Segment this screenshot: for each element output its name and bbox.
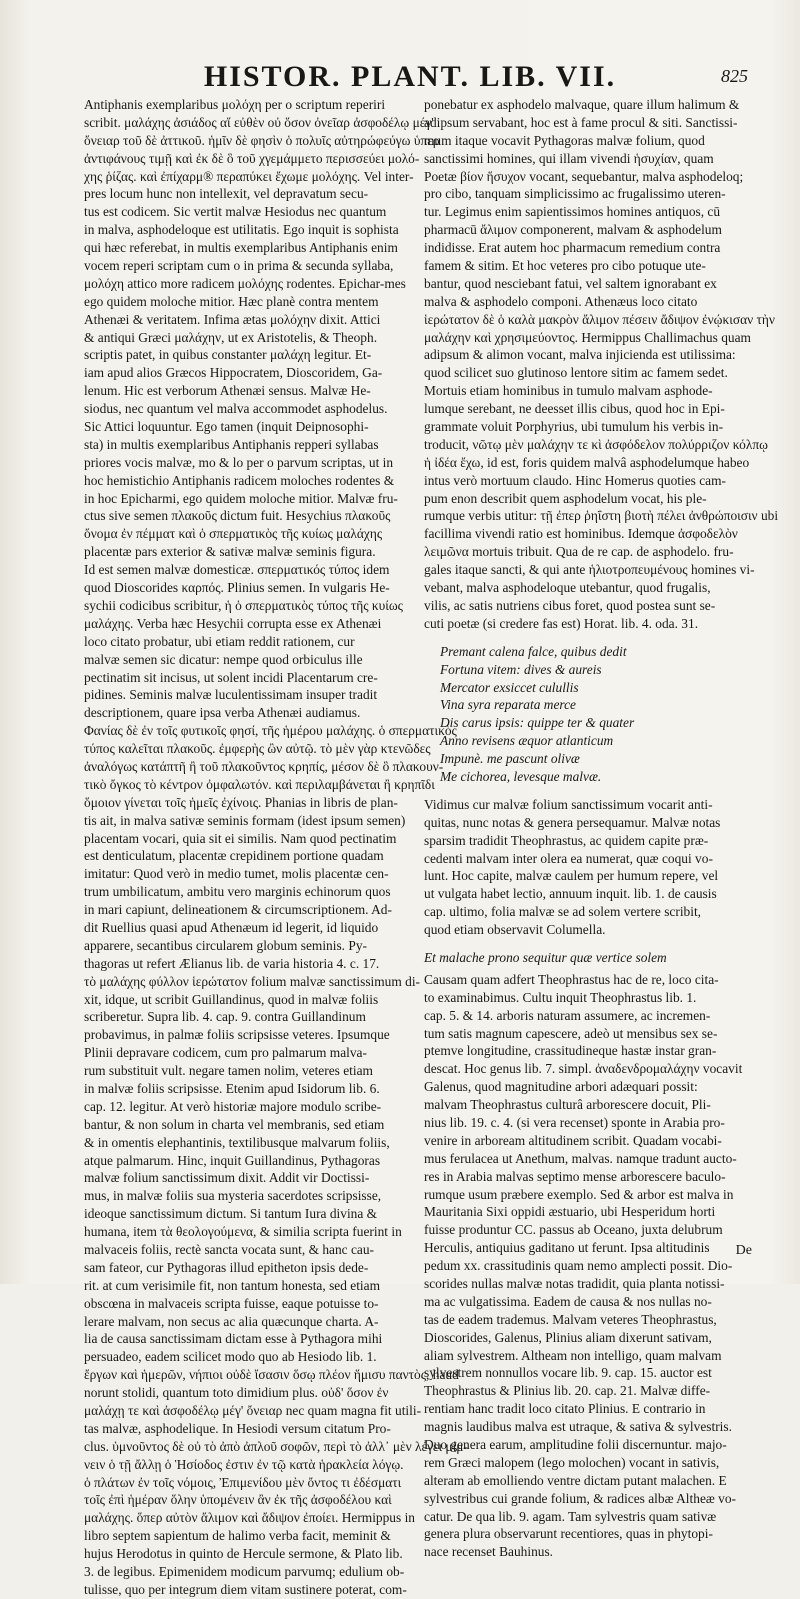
text-line: cap. 5. & 14. arboris naturam assumere, ac incremen- — [424, 1007, 711, 1023]
text-line: malvaceis foliis, rectè sancta vocata sunt, & hanc cau- — [84, 1242, 375, 1257]
text-line: Duo genera earum, amplitudine folii discernuntur. majo- — [424, 1437, 727, 1453]
text-line: malva & asphodelo componi. Athenæus loco citato — [424, 293, 698, 309]
text-line: sychii codicibus scribitur, ἡ ὁ σπερματικὸς τύπος τῆς κυίως — [84, 597, 403, 613]
text-line: nius lib. 19. c. 4. (si vera recenset) sponte in Arabia pro- — [424, 1114, 725, 1130]
text-line: trum umbilicatum, ambitu vero marginis echinorum quos — [84, 884, 391, 900]
text-line: ideoque sanctissimum dictum. Si tantum Iura divina & — [84, 1206, 378, 1222]
text-line: ἔργων καὶ ἡμερῶν, νήπιοι οὐδὲ ἴσασιν ὅσῳ πλέον ἥμισυ παντὸς, haud — [84, 1367, 459, 1383]
text-line: adipsum servabant, hoc est à fame procul & siti. Sanctissi- — [424, 114, 738, 130]
text-line: tis ait, in malva sativæ seminis formam (idest ipsum semen) — [84, 812, 406, 828]
text-line: rumque usum præbere exemplo. Sed & arbor est malva in — [424, 1186, 734, 1202]
text-line: Mercator exsiccet culullis — [440, 679, 579, 695]
text-line: sta) in multis exemplaribus Antiphanis repperi syllabas — [84, 436, 379, 452]
text-line: pum enon describit quem asphodelum vocat, his ple- — [424, 490, 707, 506]
text-line: persuadeo, eadem scilicet modo quo ab Hesiodo lib. 1. — [84, 1349, 377, 1365]
text-line: gales itaque sancti, & qui ante ἡλιοτροπευμένους homines vi- — [424, 562, 755, 578]
text-line: ὄνειαρ τοῦ δὲ ἀττικοῦ. ἡμῖν δὲ φησὶν ὁ πολυῖς αὐτηρώφεύγω ὑπερ — [84, 132, 440, 148]
text-line: placentam vocari, quia sit ei similis. Nam quod pectinatim — [84, 830, 397, 846]
text-line: μαλάχης. ὅπερ αὐτὸν ἄλιμον καὶ ἄδιψον ἐποίει. Hermippus in — [84, 1510, 415, 1526]
text-line: in malvæ foliis scripsisse. Etenim apud Isidorum lib. 6. — [84, 1080, 380, 1096]
text-line: quod etiam observavit Columella. — [424, 922, 606, 938]
text-line: norunt stolidi, quantum toto dimidium plus. οὐδ' ὅσον ἐν — [84, 1385, 389, 1401]
text-line: Plinii depravare codicem, cum pro palmarum malva- — [84, 1045, 367, 1061]
text-line: mus ferulacea ut Anethum, malvas. namque tradunt aucto- — [424, 1150, 737, 1166]
text-line: tum satis magnum capescere, adeò ut mensibus sex se- — [424, 1025, 718, 1041]
text-line: scorides nullas malvæ notas tradidit, quia planta notissi- — [424, 1276, 725, 1291]
text-line: rumque verbis utitur: τῇ ἐπερ ῥηΐστη βιοτὴ πέλει ἀνθρώποισιν ubi — [424, 508, 779, 524]
text-line: τὸ μαλάχης φύλλον ἱερώτατον folium malvæ sanctissimum di- — [84, 973, 420, 989]
text-line: malvam Theophrastus culturâ arborescere docuit, Pli- — [424, 1097, 711, 1113]
text-line: Id est semen malvæ domesticæ. σπερματικός τύπος idem — [84, 562, 390, 578]
text-line: Impunè. me pascunt olivæ — [440, 751, 580, 767]
text-line: lenum. Hic est verborum Athenæi sensus. Malvæ He- — [84, 383, 371, 399]
text-line: tur. Legimus enim sapientissimos homines antiquos, cū — [424, 204, 721, 220]
text-line: alteram ab emolliendo ventre dictam putant malachen. E — [424, 1472, 727, 1488]
text-line: & in omentis elephantinis, textilibusque malvarum foliis, — [84, 1134, 390, 1150]
text-line: μαλάχην καὶ χρησιμεύοντος. Hermippus Challimachus quam — [424, 329, 751, 345]
text-line: humana, item τὰ θεολογούμενα, & similia scripta fuerint in — [84, 1224, 402, 1240]
text-line: Poetæ βίον ἥσυχον vocant, sequebantur, malva asphodeloq; — [424, 168, 744, 184]
text-line: Dioscorides, Galenus, Plinius aliam dixerunt sativam, — [424, 1329, 712, 1345]
text-line: clus. ὑμνοῦντος δὲ οὐ τὸ ἀπὸ ἀπλοῦ σοφῶν, περὶ τὸ ἀλλ᾽ μὲν λέγει μίμ- — [84, 1438, 468, 1454]
text-line: Φανίας δὲ ἐν τοῖς φυτικοῖς φησί, τῆς ἡμέρου μαλάχης. ὁ σπερματικὸς — [84, 723, 457, 739]
text-line: & antiqui Græci μαλάχην, ut ex Aristotelis, & Theoph. — [84, 329, 378, 345]
text-line: to examinabimus. Cultu inquit Theophrastus lib. 1. — [424, 989, 697, 1005]
text-line: Mauritania Sixi oppidi æstuario, ubi Hesperidum horti — [424, 1204, 716, 1220]
text-line: ctus sive semen πλακοῦς dictum fuit. Hesychius πλακοῦς — [84, 508, 391, 524]
text-line: ma ac vulgatissima. Eadem de causa & nos nullas no- — [424, 1293, 712, 1309]
text-line: ὄνομα ἐν πέμματ καὶ ὁ σπερματικὸς τῆς κυίως μαλάχης — [84, 526, 383, 542]
text-line: res in Arabia malvas septimo mense arborescere baculo- — [424, 1168, 726, 1184]
text-line: catur. De qua lib. 9. agam. Tam sylvestris quam sativæ — [424, 1508, 717, 1524]
text-line: pectinatim sit incisus, ut solent incidi Placentarum cre- — [84, 669, 378, 685]
text-line: in hoc Epicharmi, ego quidem moloche mitior. Malvæ fru- — [84, 490, 398, 506]
text-line: thagoras ut refert Ælianus lib. de varia historia 4. c. 17. — [84, 955, 380, 971]
text-line: ἀντιφάνους τιμῇ καὶ ἐκ δὲ ὃ τοῦ χγεμάμμετο περισσεύει μολό- — [84, 150, 420, 166]
text-line: Sic Attici loquuntur. Ego tamen (inquit Deipnosophi- — [84, 419, 369, 435]
text-line: ego quidem moloche mitior. Hæc planè contra mentem — [84, 293, 379, 309]
text-line: scriptis patet, in quibus constanter μαλάχη legitur. Et- — [84, 347, 372, 363]
text-line: famem & sitim. Et hoc veteres pro cibo potuque ute- — [424, 258, 706, 274]
text-line: intus verò mortuum claudo. Hinc Homerus quoties cam- — [424, 472, 726, 488]
horace-verse — [424, 643, 754, 786]
text-line: Mortuis etiam hominibus in tumulo malvam asphode- — [424, 383, 713, 399]
text-line: Dis carus ipsis: quippe ter & quater — [440, 715, 635, 731]
text-line: pres locum hunc non intellexit, vel depravatum secu- — [84, 186, 369, 202]
text-line: vilis, ac satis nutriens cibus foret, quod postea sunt se- — [424, 597, 716, 613]
text-line: facillima vivendi ratio est hominibus. Idemque ἀσφοδελὸν — [424, 526, 738, 542]
text-line: priores vocis malvæ, mo & lo per o parvum scriptas, ut in — [84, 454, 394, 470]
text-line: pharmacū ἄλιμον componerent, malvam & asphodelum — [424, 222, 722, 238]
text-line: pedum xx. crassitudinis quam nemo amplecti possit. Dio- — [424, 1258, 733, 1274]
text-line: imitatur: Quod verò in medio tumet, molis placentæ cen- — [84, 866, 389, 882]
text-line: lia de causa sanctissimam dictam esse à Pythagora mihi — [84, 1331, 383, 1347]
text-line: quod Dioscorides καρπός. Plinius semen. In vulgaris He- — [84, 580, 390, 596]
text-line: τοῖς ἐπὶ ἡμέραν ὅλην ὑπομένειν ἂν ἐκ τῆς ἀσφοδέλου καὶ — [84, 1492, 392, 1508]
page-header — [80, 60, 748, 96]
text-line: scribit. μαλάχης ἀσιάδος αἵ εὐθὲν οὐ ὅσον ὀνεῖαρ ἀσφοδέλῳ μέγ' — [84, 114, 434, 130]
text-line: cuti poetæ (si credere fas est) Horat. lib. 4. oda. 31. — [424, 615, 699, 631]
text-line: nace recenset Bauhinus. — [424, 1544, 554, 1560]
text-line: τικὸ ὄγκος τὸ κέντρον ὀμφαλωτόν. καὶ περιλαμβάνεται ἢ κρηπῖδι — [84, 776, 435, 792]
text-line: rum substituit vult. negare tamen nolim, veteres etiam — [84, 1063, 373, 1079]
text-line: in malva, asphodeloque est utilitatis. Ego inquit is sophista — [84, 222, 399, 238]
text-line: χης ῥίζας. καὶ ἐπίχαρμ® περαπύκει ἔχωμε μολόχης. Vel inter- — [84, 168, 414, 184]
text-line: tus est codicem. Sic vertit malvæ Hesiodus nec quantum — [84, 204, 387, 220]
text-line: aliam sylvestrem. Altheam non intelligo, quam malvam — [424, 1347, 722, 1363]
text-line: ut vulgata habet lectio, annuum inquit. lib. 1. de causis — [424, 886, 717, 902]
text-line: ἀναλόγως κατάπτῆ ἢ τοῦ πλακοῦντος κρηπίς, μέσον δὲ ὃ πλακουν- — [84, 758, 444, 774]
text-line: sylvestrem nonnullos vocare lib. 9. cap. 15. auctor est — [424, 1365, 712, 1381]
text-line: Fortuna vitem: dives & aureis — [440, 661, 602, 677]
running-title: HISTOR. PLANT. LIB. VII. — [203, 60, 617, 93]
text-line: in mari capiunt, delineationem & circumscriptionem. Ad- — [84, 902, 392, 918]
text-line: Athenæi & veritatem. Infima ætas μολόχην dixit. Attici — [84, 311, 381, 327]
text-line: quod scilicet suo glutinoso lentore sitim ac famem sedet. — [424, 365, 728, 381]
text-line: rentiam hanc tradit loco citato Plinius. E contrario in — [424, 1401, 706, 1417]
text-line: descat. Hoc genus lib. 7. simpl. ἀναδενδρομαλάχην vocavit — [424, 1061, 743, 1077]
right-column-section-b — [424, 796, 754, 939]
text-line: cap. 12. legitur. At verò historiæ majore modulo scribe- — [84, 1098, 382, 1114]
text-line: placentæ pars exterior & sativæ malvæ seminis figura. — [84, 544, 376, 560]
text-line: ἡ ἰδέα ἔχω, id est, foris quidem malvâ asphodelumque habeo — [424, 454, 750, 470]
text-line: obscœna in malvaceis scripta fuisse, eaque potuisse to- — [84, 1295, 379, 1311]
text-line: ἱερώτατον δὲ ὁ καλὰ μακρὸν ἄλιμον πέσειν ἄδιψον ἐνῴκισαν τὴν — [424, 311, 775, 327]
text-line: Vina syra reparata merce — [440, 697, 576, 713]
text-line: malvæ folium sanctissimum dixit. Addit vir Doctissi- — [84, 1170, 370, 1186]
text-line: scriberetur. Supra lib. 4. cap. 9. contra Guillandinum — [84, 1009, 366, 1025]
text-line: μαλάχης. Verba hæc Hesychii corrupta esse ex Athenæi — [84, 615, 382, 631]
text-line: ὅμοιον γίνεται τοῖς ἡμεῖς ἐχίνοις. Phanias in libris de plan- — [84, 794, 398, 810]
text-line: atque palmarum. Hinc, inquit Guillandinus, Pythagoras — [84, 1152, 381, 1168]
text-line: Galenus, quod magnitudine arbori adæquari possit: — [424, 1079, 698, 1095]
text-line: tulisse, quo per integrum diem vitam sustinere poterat, com- — [84, 1581, 407, 1597]
text-line: qui hæc referebat, in multis exemplaribus Antiphanis enim — [84, 240, 398, 256]
text-line: loco citato probatur, ubi etiam reddit rationem, cur — [84, 633, 355, 649]
text-line: tas de eadem trademus. Malvam veteres Theophrastus, — [424, 1311, 717, 1327]
text-line: mus, in malvæ foliis sua mysteria sacerdotes scripsisse, — [84, 1188, 382, 1204]
left-column — [84, 96, 468, 1599]
text-line: Premant calena falce, quibus dedit — [440, 643, 627, 659]
text-line: lunt. Hoc capite, malvæ caulem per humum repere, vel — [424, 868, 719, 884]
page-number: 825 — [721, 66, 748, 86]
text-line: Vidimus cur malvæ folium sanctissimum vocarit anti- — [424, 796, 713, 812]
catchword: De — [735, 1243, 752, 1258]
text-line: tas malvæ, asphodelique. In Hesiodi versum citatum Pro- — [84, 1420, 391, 1436]
text-line: libro septem sapientum de halimo verba facit, meminit & — [84, 1528, 391, 1544]
text-line: malvæ semen sic dicatur: nempe quod orbiculus ille — [84, 651, 363, 667]
text-line: rit. at cum verisimile fit, non tantum honesta, sed etiam — [84, 1277, 381, 1293]
text-line: ptemve longitudine, crassitudineque hastæ instar gran- — [424, 1043, 717, 1059]
text-line: Antiphanis exemplaribus μολόχη per ο scriptum reperiri — [84, 97, 386, 112]
text-line: iam apud alios Græcos Hippocratem, Dioscoridem, Ga- — [84, 365, 383, 381]
quoted-verse-line: Et malache prono sequitur quæ vertice solem — [424, 949, 667, 965]
text-line: vocem reperi scriptam cum o in prima & secunda syllaba, — [84, 258, 394, 274]
text-line: genera plura observarunt recentiores, quas in phytopi- — [424, 1526, 713, 1542]
text-line: lerare malvam, non secus ac alia quæcunque charta. A- — [84, 1313, 379, 1329]
text-line: probavimus, in palmæ foliis scripsisse veteres. Ipsumque — [84, 1027, 390, 1043]
text-line: venire in arboream altitudinem scribit. Quadam vocabi- — [424, 1132, 722, 1148]
text-line: hujus Herodotus in quinto de Hercule sermone, & Plato lib. — [84, 1546, 403, 1562]
text-line: λειμῶνα mortuis tribuit. Qua de re cap. de asphodelo. fru- — [424, 544, 734, 560]
text-line: τύπος καλεῖται πλακοῦς. ἐμφερὴς ὢν αὐτῷ. τὸ μὲν γὰρ κτενῶδες — [84, 741, 431, 757]
text-line: magnis laudibus malva est utraque, & sativa & sylvestris. — [424, 1419, 732, 1435]
text-line: Me cichorea, levesque malvæ. — [440, 768, 602, 784]
text-line: 3. de legibus. Epimenidem modicum parvumq; edulium ob- — [84, 1564, 405, 1580]
text-line: adipsum & alimon vocant, malva injicienda est utilissima: — [424, 347, 736, 363]
text-line: est denticulatum, placentæ crepidinem portione quadam — [84, 848, 384, 864]
text-line: troducit, νῶτῳ μὲν μαλάχην τε κὶ ἀσφόδελον πολύρριζον κόλπῳ — [424, 436, 768, 452]
text-line: Causam quam adfert Theophrastus hac de re, loco cita- — [424, 971, 719, 987]
text-line: lumque serebant, ne deesset illis cibus, quod hoc in Epi- — [424, 401, 725, 417]
text-line: pidines. Seminis malvæ luculentissimam insuper tradit — [84, 687, 378, 703]
text-line: hoc hemistichio Antiphanis radicem moloches rodentes & — [84, 472, 395, 488]
right-column-section-a — [424, 96, 779, 633]
text-line: sparsim tradidit Theophrastus, ac quidem capite præ- — [424, 832, 709, 848]
text-line: ὁ πλάτων ἐν τοῖς νόμοις, Ἐπιμενίδου μὲν ὄντος τι ἐδέσματι — [84, 1474, 402, 1490]
text-line: Anno revisens æquor atlanticum — [440, 733, 614, 749]
text-line: bantur, quod nesciebant fatui, vel saltem ignorabant ex — [424, 275, 717, 291]
text-line: Herculis, antiquius gaditano ut ferunt. Ipsa altitudinis — [424, 1240, 710, 1256]
text-line: μολόχη attico more radicem μολόχης rodentes. Epichar-mes — [84, 275, 406, 291]
text-line: Theophrastus & Plinius lib. 20. cap. 21. Malvæ diffe- — [424, 1383, 711, 1399]
text-line: cedenti malvam inter olera ea numerat, quæ coqui vo- — [424, 850, 713, 866]
text-line: xit, idque, ut scribit Guillandinus, quod in malvæ foliis — [84, 991, 379, 1007]
text-line: dit Ruellius quasi apud Athenæum id legerit, id liquido — [84, 919, 379, 935]
text-line: sylvestribus cui grande folium, & radices albæ Altheæ vo- — [424, 1490, 737, 1506]
text-line: νειν ὁ τῇ ἄλλῃ ὁ Ἡσίοδος ἐστιν ἐν τῷ κατὰ ἡρακλεία λόγῳ. — [84, 1456, 404, 1472]
text-line: indidisse. Erat autem hoc pharmacum remedium contra — [424, 240, 721, 256]
text-line: vebant, malva asphodeloque utebantur, quod frugalis, — [424, 580, 711, 596]
right-column-section-c — [424, 971, 754, 1561]
text-line: cap. ultimo, folia malvæ se ad solem vertere scribit, — [424, 904, 702, 920]
text-line: grammate voluit Porphyrius, ubi tumulum his verbis in- — [424, 419, 724, 435]
text-line: rem Græci malopem (lego molochen) vocant in sativis, — [424, 1454, 720, 1470]
text-line: pro cibo, tanquam simplicissimo ac frugalissimo uteren- — [424, 186, 726, 202]
text-line: bantur, & non solum in charta vel membranis, sed etiam — [84, 1116, 385, 1132]
text-line: mum itaque vocavit Pythagoras malvæ folium, quod — [424, 132, 705, 148]
text-line: descriptionem, quare ipsa verba Athenæi audiamus. — [84, 705, 361, 721]
text-line: siodus, nec quantum vel malva accommodet asphodelus. — [84, 401, 388, 417]
text-line: μαλάχῃ τε καὶ ἀσφοδέλῳ μέγ' ὄνειαρ nec quam magna fit utili- — [84, 1403, 422, 1419]
right-column — [424, 96, 779, 1561]
text-line: quitas, nunc notas & genera persequamur. Malvæ notas — [424, 814, 721, 830]
text-line: sam fateor, cur Pythagoras illud epitheton ipsis dede- — [84, 1259, 369, 1275]
text-line: apparere, secantibus circularem globum seminis. Py- — [84, 937, 367, 953]
text-line: sanctissimi homines, qui illam vivendi ἡσυχίαν, quam — [424, 150, 714, 166]
text-line: fuisse produntur CC. passus ab Oceano, juxta delubrum — [424, 1222, 723, 1238]
text-line: ponebatur ex asphodelo malvaque, quare illum halimum & — [424, 97, 740, 112]
